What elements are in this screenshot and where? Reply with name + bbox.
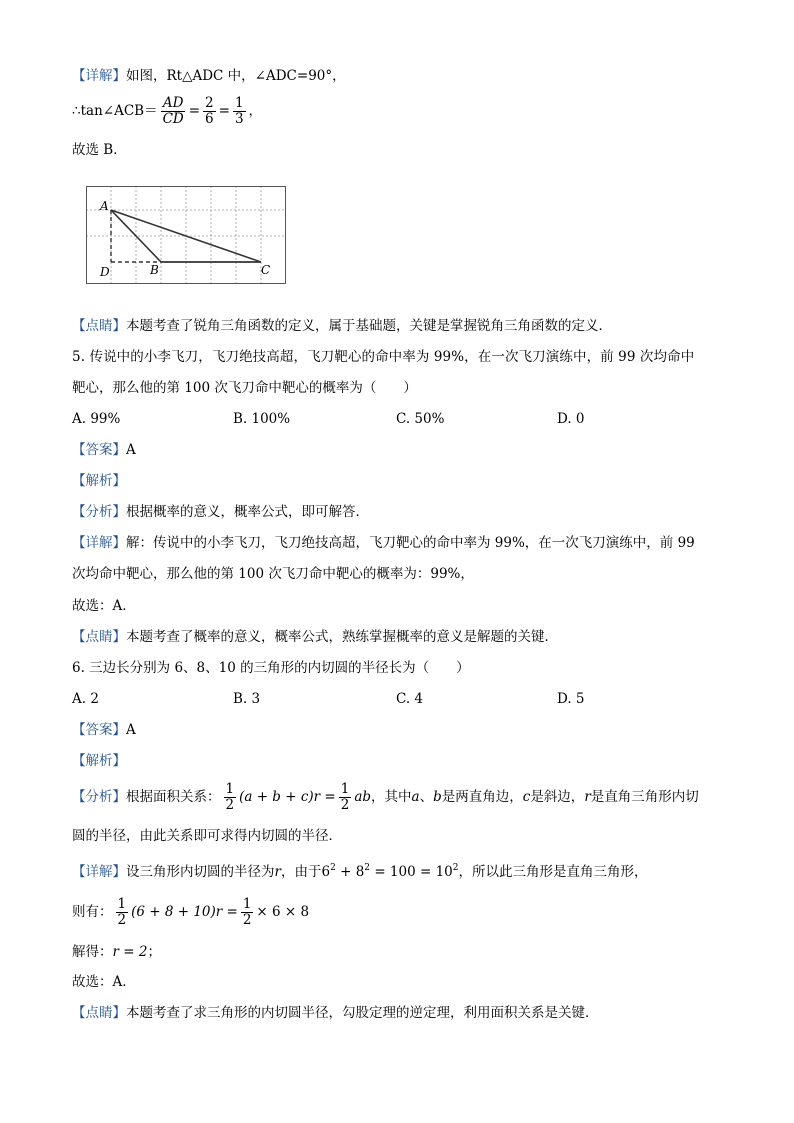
q4-detail-line <box>72 66 346 86</box>
area-rhs: ab <box>354 789 372 805</box>
q5-option-d: D. 0 <box>557 411 585 427</box>
analyze-tag: 【分析】 <box>72 789 126 805</box>
tan-fraction-1-3: $\frac{1}{3}$ <box>234 95 244 127</box>
triangle-grid-figure <box>86 186 288 286</box>
q5-stem-line1: 5. 传说中的小李飞刀，飞刀绝技高超，飞刀靶心的命中率为 99%，在一次飞刀演练中，前 99 次均命中 <box>72 349 695 365</box>
then-lhs: (6 + 8 + 10)r = <box>131 904 238 920</box>
half-fraction: $\frac{1}{2}$ <box>117 896 127 928</box>
answer-value: A <box>126 442 136 458</box>
q6-option-d: D. 5 <box>557 691 585 707</box>
q6-detail-line: 【详解】设三角形内切圆的半径为r，由于$6^2 + 8^2 = 100 = 10^2$，所以此三角形是直角三角形， <box>72 863 648 880</box>
q6-choose: 故选：A． <box>72 974 136 990</box>
half-fraction: $\frac{1}{2}$ <box>225 781 235 813</box>
q6-analyze-line: 【分析】根据面积关系： $\frac{1}{2}$ (a + b + c)r = $\frac{1}{2}$ ab，其中a、b是两直角边，c是斜边，r是直角三角形内切 <box>72 781 699 813</box>
solve-expression: r = 2 <box>112 944 148 960</box>
q6-point-line <box>72 1003 599 1023</box>
q6-option-b: B. 3 <box>233 691 261 707</box>
tan-prefix: ∴tan∠ACB＝ <box>72 103 158 119</box>
analyze-text: 根据概率的意义，概率公式，即可解答． <box>126 504 369 520</box>
pythagoras-expression: $6^2 + 8^2 = 100 = 10^2$ <box>321 863 459 880</box>
q5-analyze-line <box>72 502 369 522</box>
q6-analysis-line <box>72 751 126 771</box>
answer-tag: 【答案】 <box>72 442 126 458</box>
q5-option-a: A. 99% <box>72 411 121 427</box>
detail-tag: 【详解】 <box>72 535 126 551</box>
q6-option-a: A. 2 <box>72 691 99 707</box>
answer-value: A <box>126 722 136 738</box>
q5-point-line <box>72 627 558 647</box>
grid-lines <box>86 186 286 284</box>
q5-stem-line2: 靶心，那么他的第 100 次飞刀命中靶心的概率为（ ） <box>72 380 417 396</box>
detail-text: 如图，Rt△ADC 中，∠ADC=90°， <box>126 68 346 84</box>
label-b: B <box>150 263 159 277</box>
q5-option-c: C. 50% <box>396 411 445 427</box>
then-rhs: × 6 × 8 <box>256 904 310 920</box>
point-text: 本题考查了锐角三角函数的定义，属于基础题，关键是掌握锐角三角函数的定义． <box>126 318 612 334</box>
q6-option-c: C. 4 <box>396 691 424 707</box>
area-lhs: (a + b + c)r = <box>239 789 336 805</box>
point-tag: 【点睛】 <box>72 1005 126 1021</box>
q6-analyze-line2: 圆的半径，由此关系即可求得内切圆的半径． <box>72 828 342 844</box>
q5-option-b: B. 100% <box>233 411 291 427</box>
analyze-tag: 【分析】 <box>72 504 126 520</box>
q6-then-line: 则有： $\frac{1}{2}$ (6 + 8 + 10)r = $\frac{1}{2}$ × 6 × 8 <box>72 896 310 928</box>
tan-fraction-ad-cd: $\frac{AD}{CD}$ <box>162 95 184 127</box>
answer-tag: 【答案】 <box>72 722 126 738</box>
point-text: 本题考查了求三角形的内切圆半径，勾股定理的逆定理，利用面积关系是关键． <box>126 1005 599 1021</box>
analysis-tag: 【解析】 <box>72 473 126 489</box>
q5-detail-line2: 次均命中靶心，那么他的第 100 次飞刀命中靶心的概率为：99%， <box>72 566 474 582</box>
detail-text: 解：传说中的小李飞刀，飞刀绝技高超，飞刀靶心的命中率为 99%，在一次飞刀演练中，前 99 <box>126 535 695 551</box>
label-c: C <box>261 263 271 277</box>
analysis-tag: 【解析】 <box>72 753 126 769</box>
half-fraction-rhs: $\frac{1}{2}$ <box>242 896 252 928</box>
q4-tan-line: ∴tan∠ACB＝ $\frac{AD}{CD}$ = $\frac{2}{6}$ = $\frac{1}{3}$ ， <box>72 95 263 127</box>
point-tag: 【点睛】 <box>72 629 126 645</box>
half-fraction-rhs: $\frac{1}{2}$ <box>340 781 350 813</box>
label-a: A <box>100 199 109 213</box>
q6-stem: 6. 三边长分别为 6、8、10 的三角形的内切圆的半径长为（ ） <box>72 660 470 676</box>
q6-solve-line: 解得：r = 2； <box>72 944 161 960</box>
label-d: D <box>100 265 110 279</box>
q5-choose: 故选：A． <box>72 598 136 614</box>
q5-answer-line <box>72 440 136 460</box>
detail-tag: 【详解】 <box>72 68 126 84</box>
q4-choose: 故选 B． <box>72 142 127 158</box>
point-text: 本题考查了概率的意义，概率公式，熟练掌握概率的意义是解题的关键． <box>126 629 558 645</box>
point-tag: 【点睛】 <box>72 318 126 334</box>
q4-point-line <box>72 316 612 336</box>
tan-fraction-2-6: $\frac{2}{6}$ <box>205 95 214 127</box>
detail-tag: 【详解】 <box>72 864 126 880</box>
q5-analysis-line <box>72 471 126 491</box>
q5-detail-line1 <box>72 533 695 553</box>
q6-answer-line <box>72 720 136 740</box>
